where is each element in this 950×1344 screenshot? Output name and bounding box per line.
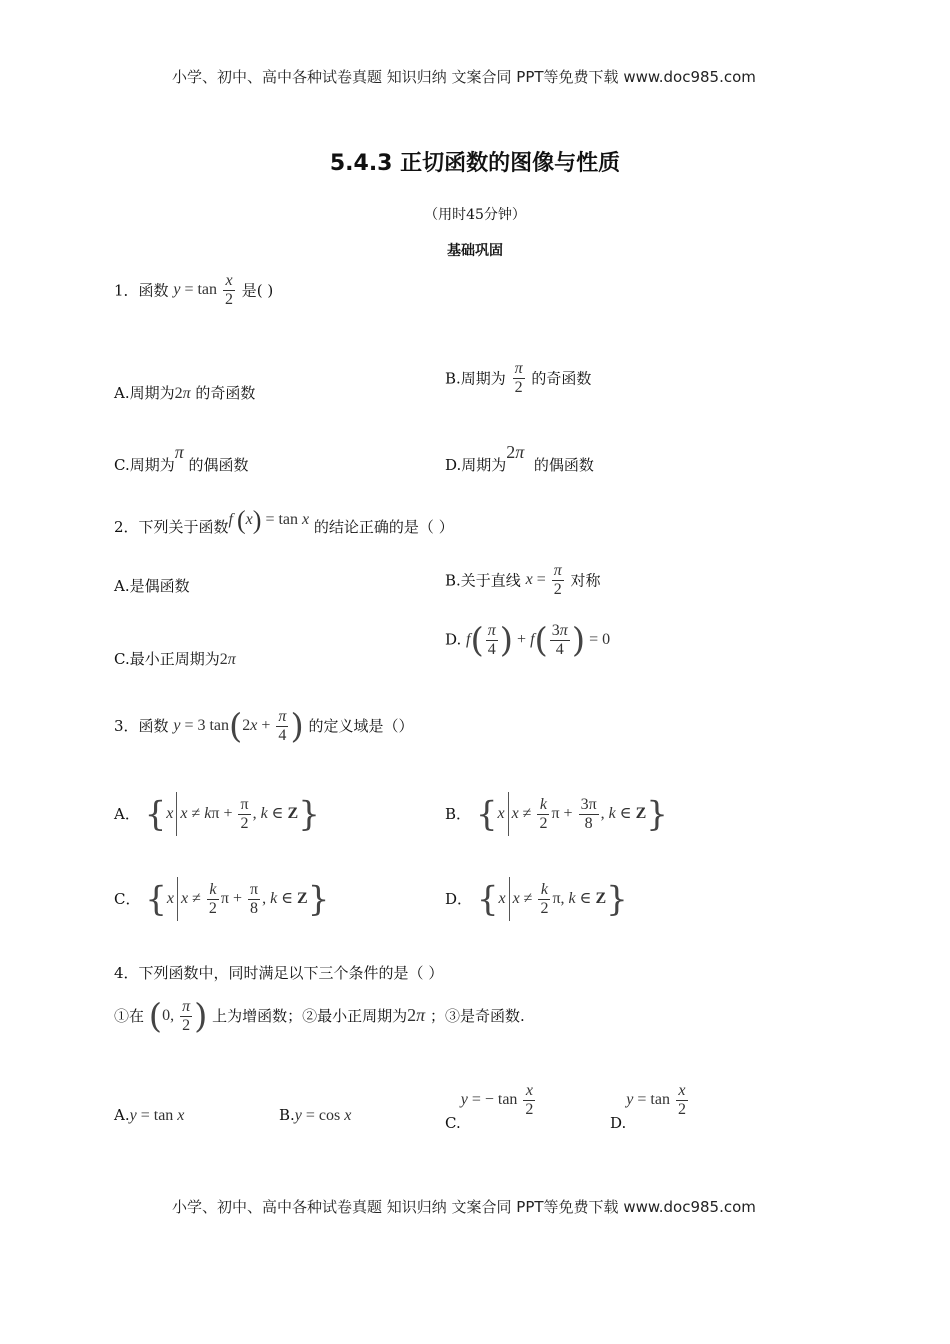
q2-option-b[interactable]: B.关于直线 x = $\frac{\pi}{2}$ 对称	[445, 562, 601, 598]
q2-option-a[interactable]: A.是偶函数	[114, 577, 190, 595]
header-banner: 小学、初中、高中各种试卷真题 知识归纳 文案合同 PPT等免费下载 www.doc985.com	[172, 68, 756, 86]
q1-option-a[interactable]: A.周期为2π 的奇函数	[114, 384, 256, 402]
q4-option-a[interactable]: A.y = tan x	[114, 1106, 185, 1124]
q1-option-c[interactable]: C.周期为π 的偶函数	[114, 442, 249, 474]
q3-option-a[interactable]: A． {x x ≠ kπ + $\frac{\pi}{2}$ , k ∈ Z}	[114, 794, 320, 834]
q1-option-d[interactable]: D.周期为2π 的偶函数	[445, 442, 594, 474]
q3-option-d[interactable]: D． {x x ≠ $\frac{k}{2}$ π, k ∈ Z}	[445, 879, 628, 919]
q4-option-d[interactable]: D.y = tan $\frac{x}{2}$	[610, 1082, 686, 1133]
q1-option-b[interactable]: B.周期为 $\frac{\pi}{2}$ 的奇函数	[445, 360, 592, 396]
question-2: 2．下列关于函数f (x) = tan x 的结论正确的是（ ）	[114, 505, 454, 536]
q3-option-c[interactable]: C． {x x ≠ $\frac{k}{2}$ π + $\frac{\pi}{8}$ , k ∈ Z}	[114, 879, 330, 919]
section-heading: 基础巩固	[447, 243, 503, 259]
question-1: 1．函数 y = tan $\frac{x}{2}$ 是( )	[114, 272, 274, 308]
q1-formula: y = tan $\frac{x}{2}$	[173, 272, 234, 308]
q2-option-c[interactable]: C.最小正周期为2π	[114, 650, 236, 668]
q3-option-b[interactable]: B． {x x ≠ $\frac{k}{2}$ π + $\frac{3\pi}{8}$ , k ∈ Z}	[445, 794, 668, 834]
page-title: 5.4.3 正切函数的图像与性质	[329, 151, 621, 176]
footer-banner: 小学、初中、高中各种试卷真题 知识归纳 文案合同 PPT等免费下载 www.doc985.com	[172, 1198, 756, 1216]
q4-option-c[interactable]: C.y = − tan $\frac{x}{2}$	[445, 1082, 534, 1133]
time-limit: （用时45分钟）	[424, 207, 526, 223]
q4-conditions: ①在 (0, $\frac{\pi}{2}$ ) 上为增函数；②最小正周期为2π ；③是奇函数.	[114, 996, 525, 1036]
q4-option-b[interactable]: B.y = cos x	[279, 1106, 352, 1124]
question-3: 3．函数 y = 3 tan(2x + $\frac{\pi}{4}$ ) 的定义域是（）	[114, 706, 414, 746]
q2-option-d[interactable]: D. f( $\frac{\pi}{4}$ ) + f( $\frac{3\pi}{4}$ ) = 0	[445, 620, 611, 660]
question-4: 4．下列函数中，同时满足以下三个条件的是（ ）	[114, 964, 444, 982]
